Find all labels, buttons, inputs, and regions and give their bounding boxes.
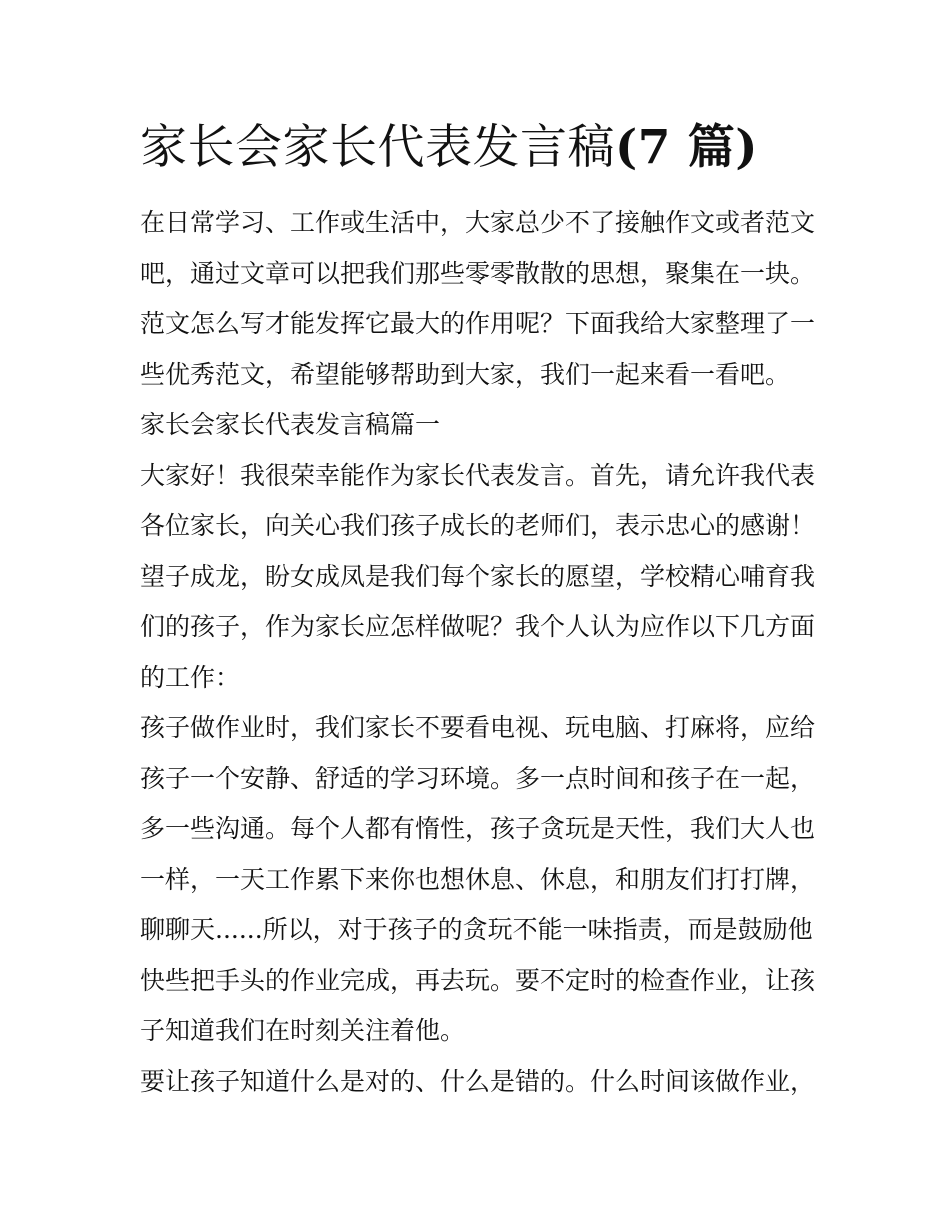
body-line: 吧，通过文章可以把我们那些零零散散的思想，聚集在一块。 [140,258,816,288]
title-main: 家长会家长代表发言稿 [140,120,615,175]
section-heading: 家长会家长代表发言稿篇一 [140,410,441,439]
body-line: 一样，一天工作累下来你也想休息、休息，和朋友们打打牌， [140,864,816,894]
body-line: 各位家长，向关心我们孩子成长的老师们，表示忠心的感谢！ [140,511,816,540]
body-line: 聊聊天......所以，对于孩子的贪玩不能一味指责，而是鼓励他 [140,915,813,944]
body-line: 子知道我们在时刻关注着他。 [140,1016,466,1045]
body-line: 些优秀范文，希望能够帮助到大家，我们一起来看一看吧。 [140,359,791,389]
body-line: 要让孩子知道什么是对的、什么是错的。什么时间该做作业， [140,1066,816,1096]
body-line: 们的孩子，作为家长应怎样做呢？我个人认为应作以下几方面 [140,612,816,641]
body-line: 大家好！我很荣幸能作为家长代表发言。首先，请允许我代表 [140,460,816,490]
page-title [140,118,758,178]
body-line: 在日常学习、工作或生活中，大家总少不了接触作文或者范文 [140,208,816,237]
title-suffix: (7 篇) [615,120,759,175]
document-body [140,198,820,1107]
body-line: 孩子做作业时，我们家长不要看电视、玩电脑、打麻将，应给 [140,713,816,742]
body-line: 多一些沟通。每个人都有惰性，孩子贪玩是天性，我们大人也 [140,814,816,843]
body-line: 快些把手头的作业完成，再去玩。要不定时的检查作业，让孩 [140,965,816,995]
body-line: 望子成龙，盼女成凤是我们每个家长的愿望，学校精心哺育我 [140,561,816,591]
body-line: 的工作： [140,662,241,692]
body-line: 范文怎么写才能发挥它最大的作用呢？下面我给大家整理了一 [140,309,816,338]
body-line: 孩子一个安静、舒适的学习环境。多一点时间和孩子在一起， [140,763,816,793]
